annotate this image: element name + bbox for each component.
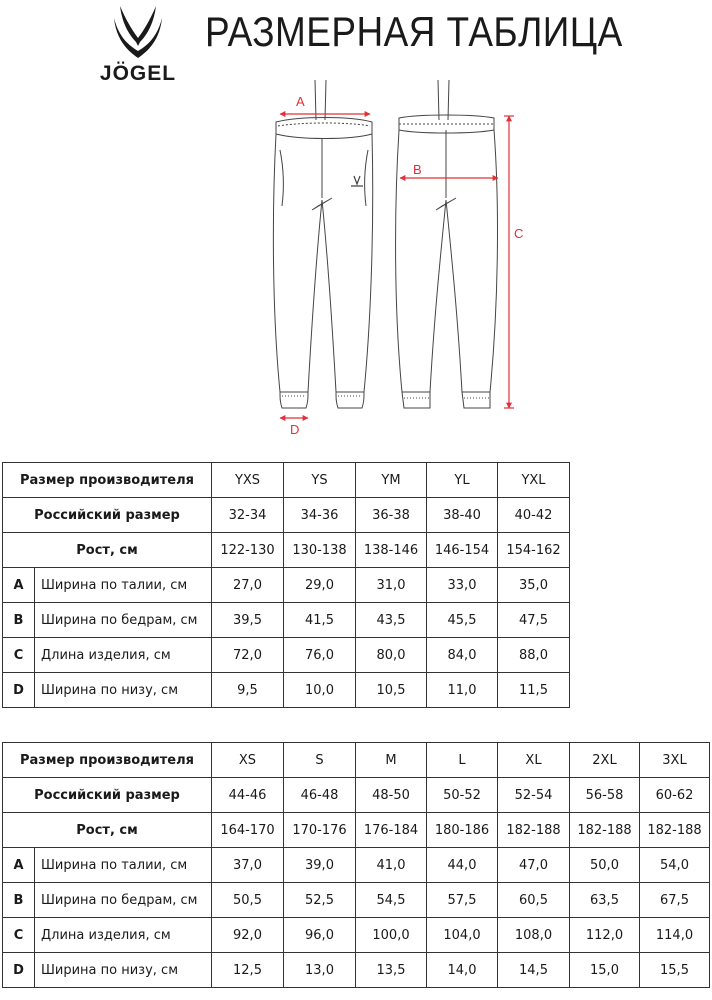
value-cell: 63,5 — [570, 883, 640, 918]
value-cell: 80,0 — [356, 638, 427, 673]
value-cell: 72,0 — [212, 638, 284, 673]
row-header-manufacturer: Размер производителя — [3, 743, 212, 778]
size-cell: S — [284, 743, 356, 778]
russian-size-cell: 34-36 — [284, 498, 356, 533]
table-row — [3, 463, 570, 498]
value-cell: 88,0 — [498, 638, 570, 673]
height-cell: 180-186 — [427, 813, 498, 848]
value-cell: 108,0 — [498, 918, 570, 953]
param-label: Ширина по талии, см — [35, 848, 212, 883]
value-cell: 14,5 — [498, 953, 570, 988]
row-header-manufacturer: Размер производителя — [3, 463, 212, 498]
height-cell: 122-130 — [212, 533, 284, 568]
size-cell: 2XL — [570, 743, 640, 778]
adult-size-table — [2, 742, 710, 988]
value-cell: 45,5 — [427, 603, 498, 638]
label-b: B — [413, 162, 422, 177]
value-cell: 96,0 — [284, 918, 356, 953]
russian-size-cell: 56-58 — [570, 778, 640, 813]
table-row — [3, 953, 710, 988]
size-cell: YXS — [212, 463, 284, 498]
value-cell: 41,0 — [356, 848, 427, 883]
table-row — [3, 743, 710, 778]
value-cell: 33,0 — [427, 568, 498, 603]
jogel-emblem-icon — [92, 4, 184, 64]
value-cell: 37,0 — [212, 848, 284, 883]
height-cell: 182-188 — [570, 813, 640, 848]
kids-size-table — [2, 462, 570, 708]
russian-size-cell: 32-34 — [212, 498, 284, 533]
russian-size-cell: 52-54 — [498, 778, 570, 813]
row-header-russian: Российский размер — [3, 778, 212, 813]
value-cell: 44,0 — [427, 848, 498, 883]
label-d: D — [290, 422, 300, 435]
value-cell: 43,5 — [356, 603, 427, 638]
param-label: Ширина по талии, см — [35, 568, 212, 603]
size-cell: L — [427, 743, 498, 778]
value-cell: 92,0 — [212, 918, 284, 953]
value-cell: 10,5 — [356, 673, 427, 708]
russian-size-cell: 48-50 — [356, 778, 427, 813]
value-cell: 11,5 — [498, 673, 570, 708]
param-label: Ширина по бедрам, см — [35, 883, 212, 918]
front-view-pants — [273, 80, 372, 408]
russian-size-cell: 60-62 — [640, 778, 710, 813]
russian-size-cell: 38-40 — [427, 498, 498, 533]
value-cell: 50,0 — [570, 848, 640, 883]
param-label: Ширина по низу, см — [35, 673, 212, 708]
height-cell: 146-154 — [427, 533, 498, 568]
table-row — [3, 533, 570, 568]
value-cell: 11,0 — [427, 673, 498, 708]
value-cell: 14,0 — [427, 953, 498, 988]
value-cell: 112,0 — [570, 918, 640, 953]
value-cell: 39,0 — [284, 848, 356, 883]
value-cell: 60,5 — [498, 883, 570, 918]
value-cell: 104,0 — [427, 918, 498, 953]
param-letter: B — [3, 883, 35, 918]
back-view-pants — [396, 80, 498, 408]
table-row — [3, 603, 570, 638]
value-cell: 57,5 — [427, 883, 498, 918]
param-label: Ширина по низу, см — [35, 953, 212, 988]
height-cell: 138-146 — [356, 533, 427, 568]
height-cell: 154-162 — [498, 533, 570, 568]
size-cell: XS — [212, 743, 284, 778]
table-row — [3, 848, 710, 883]
param-letter: D — [3, 953, 35, 988]
value-cell: 13,0 — [284, 953, 356, 988]
table-row — [3, 778, 710, 813]
value-cell: 10,0 — [284, 673, 356, 708]
param-label: Ширина по бедрам, см — [35, 603, 212, 638]
table-row — [3, 638, 570, 673]
page-title: РАЗМЕРНАЯ ТАБЛИЦА — [205, 8, 623, 55]
value-cell: 67,5 — [640, 883, 710, 918]
header — [0, 0, 712, 90]
value-cell: 39,5 — [212, 603, 284, 638]
param-label: Длина изделия, см — [35, 918, 212, 953]
russian-size-cell: 44-46 — [212, 778, 284, 813]
logo-text: JÖGEL — [99, 62, 177, 85]
param-letter: A — [3, 568, 35, 603]
height-cell: 182-188 — [640, 813, 710, 848]
table-row — [3, 883, 710, 918]
value-cell: 54,0 — [640, 848, 710, 883]
param-letter: A — [3, 848, 35, 883]
table-row — [3, 673, 570, 708]
value-cell: 13,5 — [356, 953, 427, 988]
value-cell: 100,0 — [356, 918, 427, 953]
value-cell: 52,5 — [284, 883, 356, 918]
value-cell: 114,0 — [640, 918, 710, 953]
param-letter: B — [3, 603, 35, 638]
table-row — [3, 568, 570, 603]
param-letter: D — [3, 673, 35, 708]
height-cell: 130-138 — [284, 533, 356, 568]
russian-size-cell: 36-38 — [356, 498, 427, 533]
value-cell: 84,0 — [427, 638, 498, 673]
size-cell: XL — [498, 743, 570, 778]
size-cell: 3XL — [640, 743, 710, 778]
size-cell: M — [356, 743, 427, 778]
size-cell: YM — [356, 463, 427, 498]
row-header-russian: Российский размер — [3, 498, 212, 533]
value-cell: 31,0 — [356, 568, 427, 603]
value-cell: 15,5 — [640, 953, 710, 988]
value-cell: 76,0 — [284, 638, 356, 673]
value-cell: 15,0 — [570, 953, 640, 988]
row-header-height: Рост, см — [3, 813, 212, 848]
value-cell: 47,0 — [498, 848, 570, 883]
label-c: C — [514, 226, 524, 241]
size-cell: YS — [284, 463, 356, 498]
param-letter: C — [3, 638, 35, 673]
label-a: A — [296, 94, 305, 109]
height-cell: 164-170 — [212, 813, 284, 848]
value-cell: 9,5 — [212, 673, 284, 708]
table-row — [3, 918, 710, 953]
row-header-height: Рост, см — [3, 533, 212, 568]
height-cell: 176-184 — [356, 813, 427, 848]
param-label: Длина изделия, см — [35, 638, 212, 673]
size-cell: YXL — [498, 463, 570, 498]
russian-size-cell: 46-48 — [284, 778, 356, 813]
param-letter: C — [3, 918, 35, 953]
value-cell: 27,0 — [212, 568, 284, 603]
value-cell: 29,0 — [284, 568, 356, 603]
pants-measurement-diagram — [260, 80, 540, 435]
value-cell: 41,5 — [284, 603, 356, 638]
russian-size-cell: 50-52 — [427, 778, 498, 813]
value-cell: 47,5 — [498, 603, 570, 638]
value-cell: 50,5 — [212, 883, 284, 918]
russian-size-cell: 40-42 — [498, 498, 570, 533]
height-cell: 170-176 — [284, 813, 356, 848]
size-cell: YL — [427, 463, 498, 498]
table-row — [3, 813, 710, 848]
value-cell: 54,5 — [356, 883, 427, 918]
value-cell: 12,5 — [212, 953, 284, 988]
value-cell: 35,0 — [498, 568, 570, 603]
height-cell: 182-188 — [498, 813, 570, 848]
pants-diagram — [260, 80, 540, 435]
table-row — [3, 498, 570, 533]
brand-logo — [92, 4, 184, 90]
measure-labels — [290, 94, 523, 435]
